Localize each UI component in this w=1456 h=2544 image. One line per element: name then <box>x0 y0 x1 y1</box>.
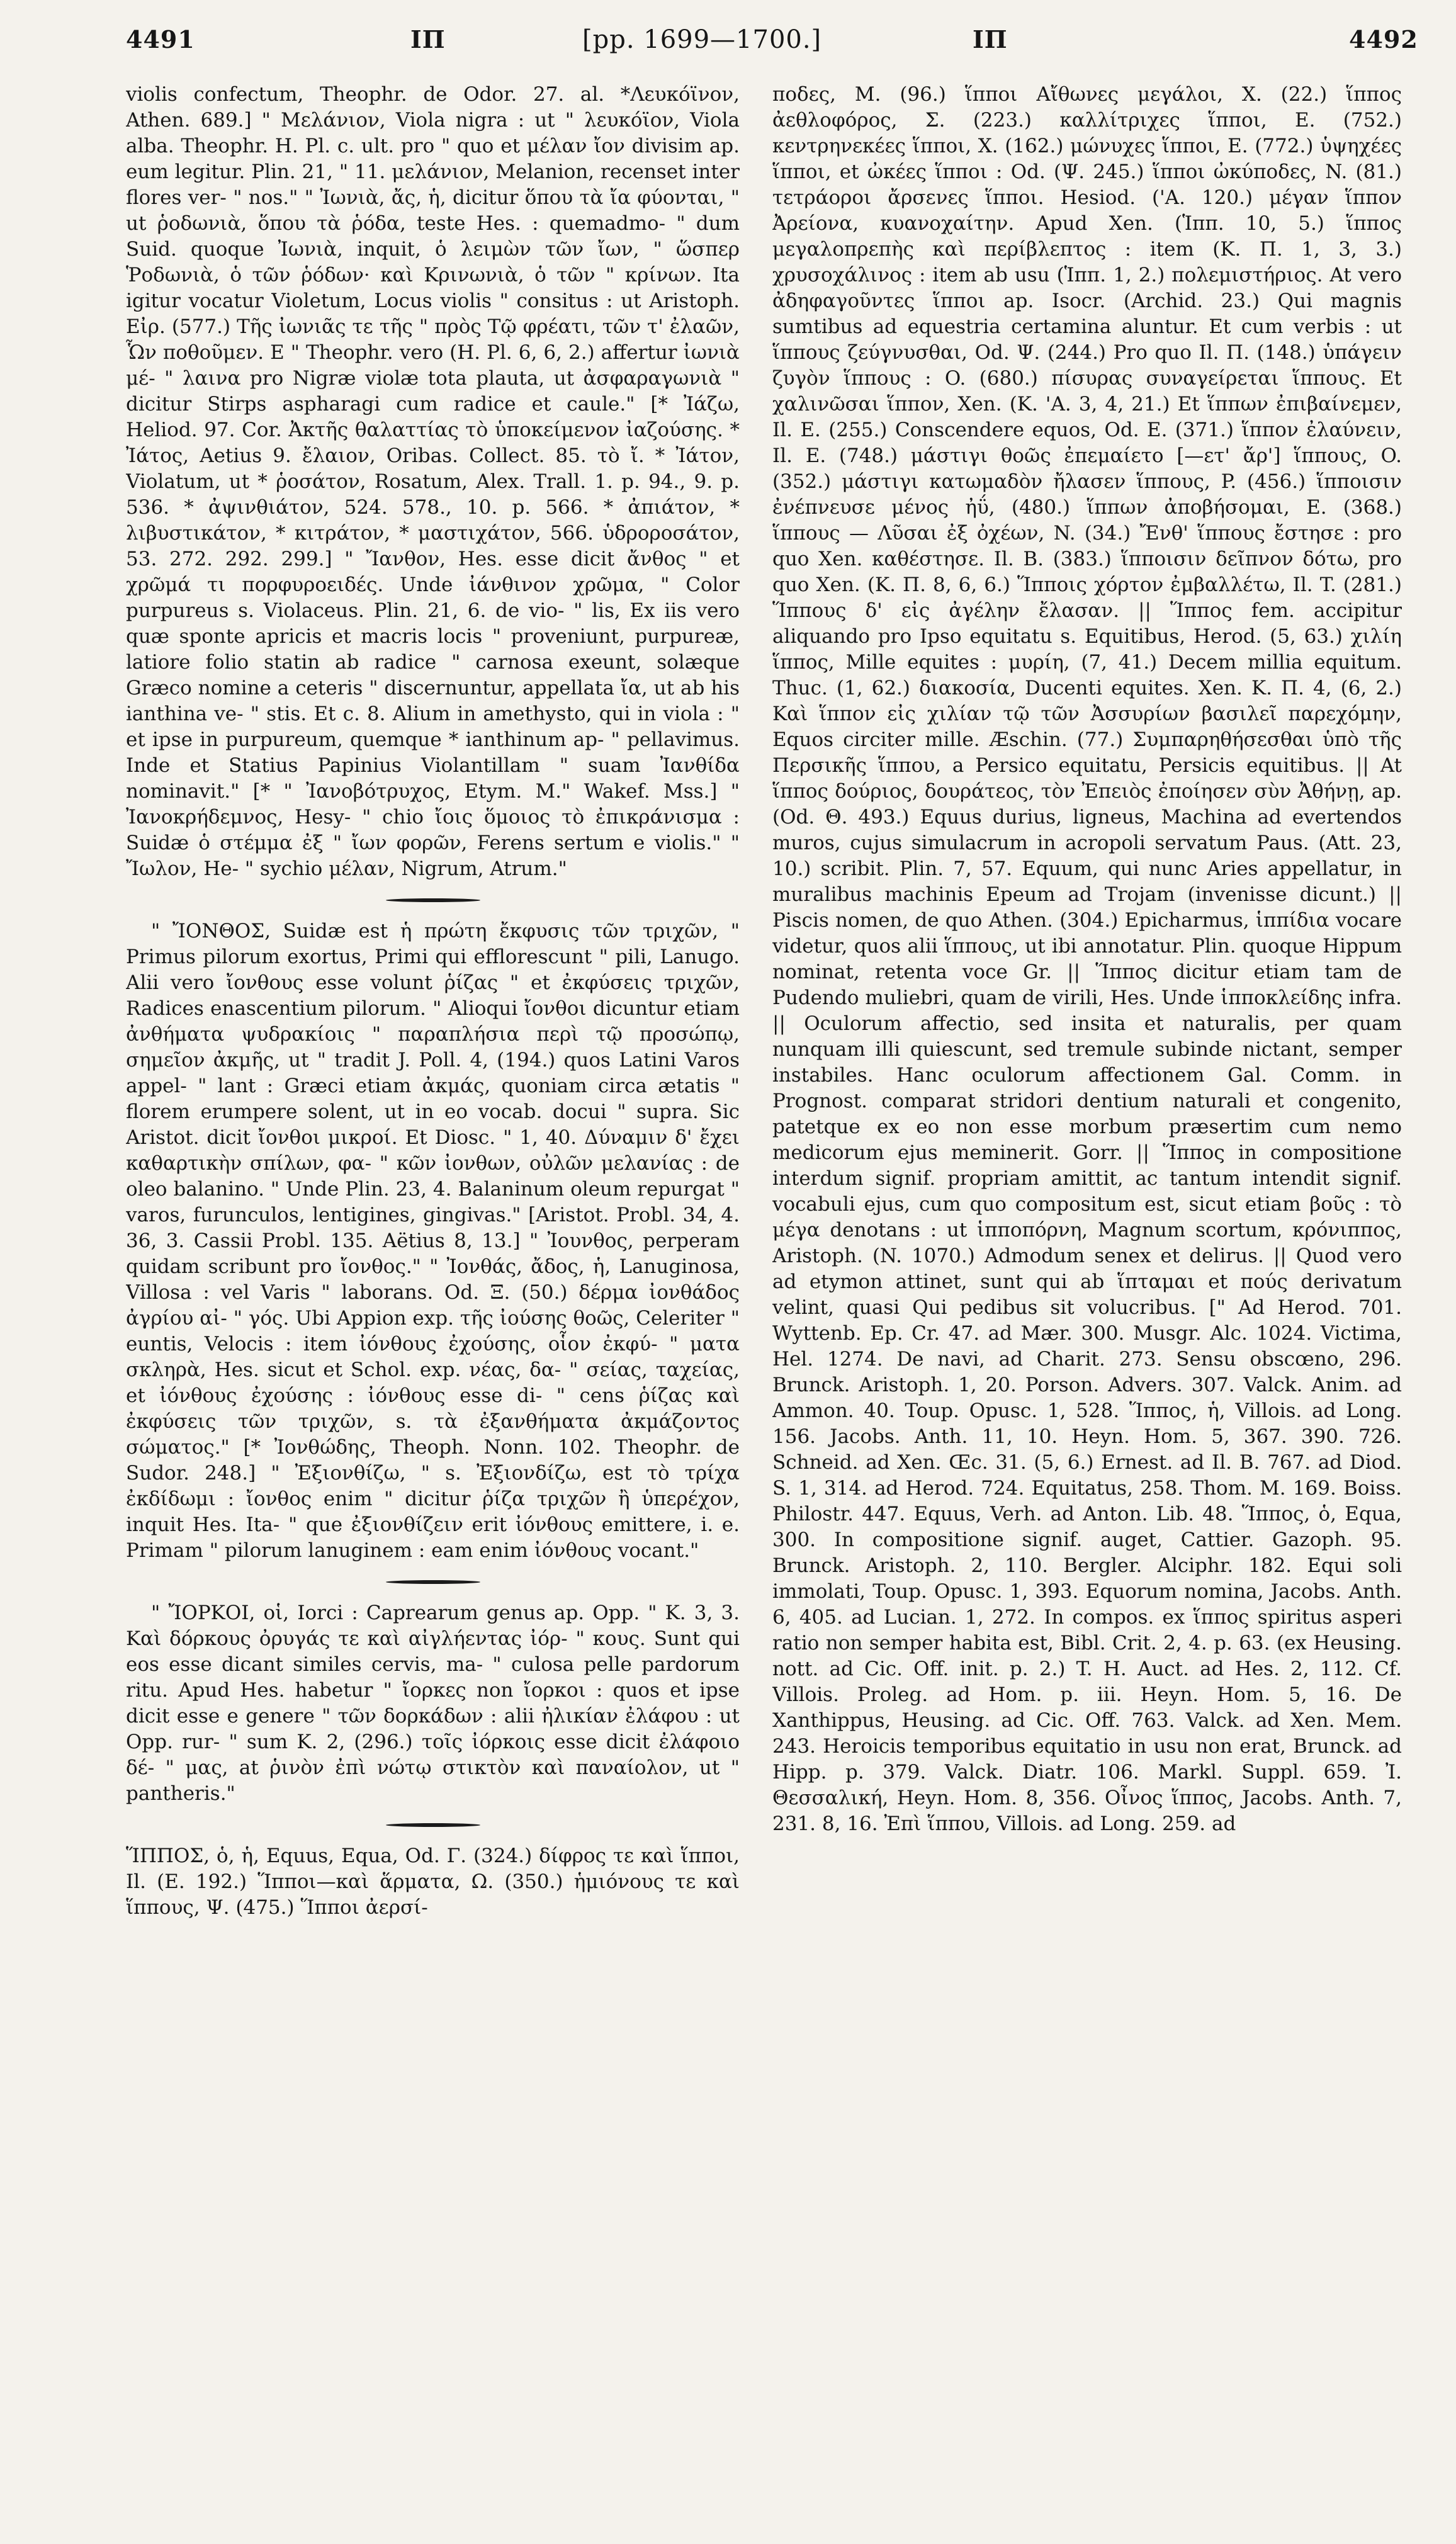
right-gutter <box>1405 82 1411 2524</box>
entry-hippos: ἽΠΠΟΣ, ὁ, ἡ, Equus, Equa, Od. Γ. (324.) δίφρος τε καὶ ἵπποι, Il. (E. 192.) Ἵπποι—καὶ ἅρματα, Ω. (350.) ἡμιόνους τε καὶ ἵππους, Ψ. (475.) Ἵπποι ἀερσί- <box>126 1845 740 1919</box>
right-text-column <box>772 82 1402 2524</box>
entry-ion-continued: violis confectum, Theophr. de Odor. 27. al. *Λευκόϊνον, Athen. 689.] " Μελάνιον, Viola nigra : ut " λευκόϊον, Viola alba. Theophr. H. Pl. c. ult. pro " quo et μέλαν ἴον divisim ap. eum legitur. Plin. 21, " 11. μελάνιον, Melanion, recenset inter flores ver- " nos." " Ἰωνιὰ, ἄς, ἡ, dicitur ὅπου τὰ ἴα φύονται, " ut ῥοδωνιὰ, ὅπου τὰ ῥόδα, teste Hes. : quemadmo- " dum Suid. quoque Ἰωνιὰ, inquit, ὁ λειμὼν τῶν ἴων, " ὥσπερ Ῥοδωνιὰ, ὁ τῶν ῥόδων· καὶ Κρινωνιὰ, ὁ τῶν " κρίνων. Ita igitur vocatur Violetum, Locus violis " consitus : ut Aristoph. Εἰρ. (577.) Τῆς ἰωνιᾶς τε τῆς " πρὸς Τῷ φρέατι, τῶν τ' ἐλαῶν, Ὧν ποθοῦμεν. E " Theophr. vero (H. Pl. 6, 6, 2.) affertur ἰωνιὰ μέ- " λαινα pro Nigræ violæ tota plauta, ut ἀσφαραγωνιὰ " dicitur Stirps aspharagi cum radice et caule." [* Ἰάζω, Heliod. 97. Cor. Ἀκτῆς θαλαττίας τὸ ὑποκείμενον ἰαζούσης. * Ἰάτος, Aetius 9. ἔλαιον, Oribas. Collect. 85. τὸ ἴ. * Ἰάτον, Violatum, ut * ῥοσάτον, Rosatum, Alex. Trall. 1. p. 94., 9. p. 536. * ἀψινθιάτον, 524. 578., 10. p. 566. * ἀπιάτον, * λιβυστικάτον, * κιτράτον, * μαστιχάτον, 566. ὑδροροσάτον, 53. 272. 292. 299.] " Ἴανθον, Hes. esse dicit ἄνθος " et χρῶμά τι πορφυροειδές. Unde ἰάνθινον χρῶμα, " Color purpureus s. Violaceus. Plin. 21, 6. de vio- " lis, Ex iis vero quæ sponte apricis et macris locis " proveniunt, purpureæ, latiore folio statin ab radice " carnosa exeunt, solæque Græco nomine a ceteris " discernuntur, appellata ἴα, ut ab his ianthina ve- " stis. Et c. 8. Alium in amethysto, qui in viola : " et ipse in purpureum, quemque * ianthinum ap- " pellavimus. Inde et Statius Papinius Violantillam " suam Ἰανθίδα nominavit." [* " Ἰανοβότρυχος, Etym. M." Wakef. Mss.] " Ἰανοκρήδεμνος, Hesy- " chio ἴοις ὅμοιος τὸ ἐπικράνισμα : Suidæ ὁ στέμμα ἐξ " ἴων φορῶν, Ferens sertum e violis." " Ἴωλον, He- " sychio μέλαν, Nigrum, Atrum." <box>126 83 740 880</box>
section-divider <box>386 1823 480 1827</box>
right-column-number: 4492 <box>1349 25 1418 54</box>
section-divider <box>386 1580 480 1584</box>
entry-hippos-continued: ποδες, M. (96.) ἵπποι Αἴθωνες μεγάλοι, X. (22.) ἵππος ἀεθλοφόρος, Σ. (223.) καλλίτριχες ἵπποι, E. (752.) κεντρηνεκέες ἵπποι, X. (162.) μώνυχες ἵπποι, E. (772.) ὑψηχέες ἵπποι, et ὠκέες ἵπποι : Od. (Ψ. 245.) ἵπποι ὠκύποδες, N. (81.) τετράοροι ἄρσενες ἵπποι. Hesiod. ('A. 120.) μέγαν ἵππον Ἀρείονα, κυανοχαίτην. Apud Xen. (Ἱππ. 10, 5.) ἵππος μεγαλοπρεπὴς καὶ περίβλεπτος : item (K. Π. 1, 3, 3.) χρυσοχάλινος : item ab usu (Ἱππ. 1, 2.) πολεμιστήριος. At vero ἀδηφαγοῦντες ἵπποι ap. Isocr. (Archid. 23.) Qui magnis sumtibus ad equestria certamina aluntur. Et cum verbis : ut ἵππους ζεύγνυσθαι, Od. Ψ. (244.) Pro quo Il. Π. (148.) ὑπάγειν ζυγὸν ἵππους : O. (680.) πίσυρας συναγείρεται ἵππους. Et χαλινῶσαι ἵππον, Xen. (K. 'A. 3, 4, 21.) Et ἵππων ἐπιβαίνεμεν, Il. E. (255.) Conscendere equos, Od. E. (371.) ἵππον ἐλαύνειν, Il. E. (748.) μάστιγι θοῶς ἐπεμαίετο [—ετ' ἄρ'] ἵππους, O. (352.) μάστιγι κατωμαδὸν ἤλασεν ἵππους, P. (456.) ἵπποισιν ἐνέπνευσε μένος ἠΰ, (480.) ἵππων ἀποβήσομαι, E. (368.) ἵππους — Λῦσαι ἐξ ὀχέων, N. (34.) Ἔνθ' ἵππους ἔστησε : pro quo Xen. καθέστησε. Il. B. (383.) ἵπποισιν δεῖπνον δότω, pro quo Xen. (K. Π. 8, 6, 6.) Ἵπποις χόρτον ἐμβαλλέτω, Il. T. (281.) Ἵππους δ' εἰς ἀγέλην ἔλασαν. || Ἵππος fem. accipitur aliquando pro Ipso equitatu s. Equitibus, Herod. (5, 63.) χιλίη ἵππος, Mille equites : μυρίη, (7, 41.) Decem millia equitum. Thuc. (1, 62.) διακοσία, Ducenti equites. Xen. K. Π. 4, (6, 2.) Καὶ ἵππον εἰς χιλίαν τῷ τῶν Ἀσσυρίων βασιλεῖ παρεχόμην, Equos circiter mille. Æschin. (77.) Συμπαρηθήσεσθαι ὑπὸ τῆς Περσικῆς ἵππου, a Persico equitatu, Persicis equitibus. || At ἵππος δούριος, δουράτεος, τὸν Ἐπειὸς ἐποίησεν σὺν Ἀθήνῃ, ap. (Od. Θ. 493.) Equus durius, ligneus, Machina ad evertendos muros, cujus simulacrum in acropoli servatum Paus. (Att. 23, 10.) scribit. Plin. 7, 57. Equum, qui nunc Aries appellatur, in muralibus machinis Epeum ad Trojam (invenisse dicunt.) || Piscis nomen, de quo Athen. (304.) Epicharmus, ἱππίδια vocare videtur, quos alii ἵππους, ut ibi annotatur. Plin. quoque Hippum nominat, retenta voce Gr. || Ἵππος dicitur etiam tam de Pudendo muliebri, quam de virili, Hes. Unde ἱπποκλείδης infra. || Oculorum affectio, sed insita et naturalis, per quam nunquam illi quiescunt, sed tremule subinde nictant, semper instabiles. Hanc oculorum affectionem Gal. Comm. in Prognost. comparat stridori dentium naturali et congenito, patetque ex eo non esse morbum præsertim cum nemo medicorum ejus meminerit. Gorr. || Ἵππος in compositione interdum signif. propriam amittit, ac tantum intendit signif. vocabuli ejus, cum quo compositum est, sicut etiam βοῦς : τὸ μέγα denotans : ut ἱπποπόρνη, Magnum scortum, κρόνιππος, Aristoph. (N. 1070.) Admodum senex et delirus. || Quod vero ad etymon attinet, sunt qui ab ἵπταμαι et πούς derivatum velint, quasi Qui pedibus sit volucribus. [" Ad Herod. 701. Wyttenb. Ep. Cr. 47. ad Mær. 300. Musgr. Alc. 1024. Victima, Hel. 1274. De navi, ad Charit. 273. Sensu obscœno, 296. Brunck. Aristoph. 1, 20. Porson. Advers. 307. Valck. Anim. ad Ammon. 40. Toup. Opusc. 1, 528. Ἵππος, ἡ, Villois. ad Long. 156. Jacobs. Anth. 11, 10. Heyn. Hom. 5, 367. 390. 726. Schneid. ad Xen. Œc. 31. (5, 6.) Ernest. ad Il. B. 767. ad Diod. S. 1, 314. ad Herod. 724. Equitatus, 258. Thom. M. 169. Boiss. Philostr. 447. Equus, Verh. ad Anton. Lib. 48. Ἵππος, ὁ, Equa, 300. In compositione signif. auget, Cattier. Gazoph. 95. Brunck. Aristoph. 2, 110. Bergler. Alciphr. 182. Equi soli immolati, Toup. Opusc. 1, 393. Equorum nomina, Jacobs. Anth. 6, 405. ad Lucian. 1, 272. In compos. ex ἵππος spiritus asperi ratio non semper habita est, Bibl. Crit. 2, 4. p. 63. (ex Heusing. nott. ad Cic. Off. init. p. 2.) T. H. Auct. ad Hes. 2, 112. Cf. Villois. Proleg. ad Hom. p. iii. Heyn. Hom. 5, 16. De Xanthippus, Heusing. ad Cic. Off. 763. Valck. ad Xen. Mem. 243. Heroicis temporibus equitatio in usu non erat, Brunck. ad Hipp. p. 379. Valck. Diatr. 106. Markl. Suppl. 659. Ἰ. Θεσσαλική, Heyn. Hom. 8, 356. Οἶνος ἵππος, Jacobs. Anth. 7, 231. 8, 16. Ἐπὶ ἵππου, Villois. ad Long. 259. ad <box>772 83 1402 1835</box>
left-running-head: ΙΠ <box>410 25 446 54</box>
page-range: [pp. 1699—1700.] <box>582 25 822 54</box>
section-divider <box>386 898 480 902</box>
left-gutter <box>748 82 754 2524</box>
entry-iorkoi: " ἼΟΡΚΟΙ, οἱ, Iorci : Caprearum genus ap. Opp. " K. 3, 3. Καὶ δόρκους ὀρυγάς τε καὶ αἰγλήεντας ἰόρ- " κους. Sunt qui eos esse dicant similes cervis, ma- " culosa pelle pardorum ritu. Apud Hes. habetur " ἴορκες non ἴορκοι : quos et ipse dicit esse e genere " τῶν δορκάδων : alii ἠλικίαν ἐλάφου : ut Opp. rur- " sum K. 2, (296.) τοῖς ἰόρκοις esse dicit ἐλάφοιο δέ- " μας, at ῥινὸν ἐπὶ νώτῳ στικτὸν καὶ παναίολον, ut " pantheris." <box>126 1602 740 1805</box>
page-header <box>0 0 1456 94</box>
right-running-head: ΙΠ <box>973 25 1008 54</box>
left-text-column <box>126 82 740 2524</box>
entry-ionthos: " ἼΟΝΘΟΣ, Suidæ est ἡ πρώτη ἔκφυσις τῶν τριχῶν, " Primus pilorum exortus, Primi qui efflorescunt " pili, Lanugo. Alii vero ἴονθους esse volunt ῥίζας " et ἐκφύσεις τριχῶν, Radices enascentium pilorum. " Alioqui ἴονθοι dicuntur etiam ἀνθήματα ψυδρακίοις " παραπλήσια περὶ τῷ προσώπῳ, σημεῖον ἀκμῆς, ut " tradit J. Poll. 4, (194.) quos Latini Varos appel- " lant : Græci etiam ἀκμάς, quoniam circa ætatis " florem erumpere solent, ut in eo vocab. docui " supra. Sic Aristot. dicit ἴονθοι μικροί. Et Diosc. " 1, 40. Δύναμιν δ' ἔχει καθαρτικὴν σπίλων, φα- " κῶν ἰονθων, οὐλῶν μελανίας : de oleo balanino. " Unde Plin. 23, 4. Balaninum oleum repurgat " varos, furunculos, lentigines, gingivas." [Aristot. Probl. 34, 4. 36, 3. Cassii Probl. 135. Aëtius 8, 13.] " Ἰουνθος, perperam quidam scribunt pro ἴονθος." " Ἰονθάς, ἄδος, ἡ, Lanuginosa, Villosa : vel Varis " laborans. Od. Ξ. (50.) δέρμα ἰονθάδος ἀγρίου αἰ- " γός. Ubi Appion exp. τῆς ἰούσης θοῶς, Celeriter " euntis, Velocis : item ἰόνθους ἐχούσης, οἷον ἐκφύ- " ματα σκληρὰ, Hes. sicut et Schol. exp. νέας, δα- " σείας, ταχείας, et ἰόνθους ἐχούσης : ἰόνθους esse di- " cens ῥίζας καὶ ἐκφύσεις τῶν τριχῶν, s. τὰ ἐξανθήματα ἀκμάζοντος σώματος." [* Ἰονθώδης, Theoph. Nonn. 102. Theophr. de Sudor. 248.] " Ἐξιονθίζω, " s. Ἐξιονδίζω, est τὸ τρίχα ἐκδίδωμι : ἴονθος enim " dicitur ῥίζα τριχῶν ἢ ὑπερέχον, inquit Hes. Ita- " que ἐξιονθίζειν erit ἰόνθους emittere, i. e. Primam " pilorum lanuginem : eam enim ἰόνθους vocant." <box>126 920 740 1562</box>
left-column-number: 4491 <box>126 25 195 54</box>
